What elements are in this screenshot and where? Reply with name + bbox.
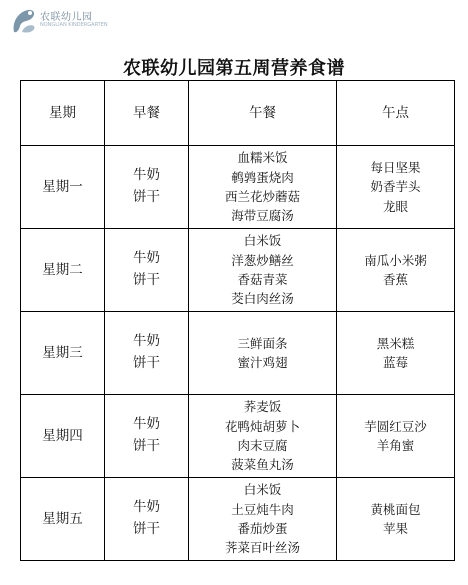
page-title: 农联幼儿园第五周营养食谱 [123,58,345,79]
breakfast-item: 牛奶 [133,250,160,267]
lunch-item: 蜜汁鸡翅 [237,355,288,370]
header-breakfast: 早餐 [105,81,189,146]
lunch-item: 海带豆腐汤 [231,208,294,224]
table-row [21,146,455,229]
breakfast-item: 牛奶 [133,333,160,350]
day-cell: 星期五 [21,478,105,561]
snack-item: 龙眼 [382,198,408,214]
day-cell: 星期三 [21,312,105,395]
lunch-item: 肉末豆腐 [237,438,288,453]
lunch-item: 茭白肉丝汤 [231,291,294,307]
breakfast-cell [105,312,189,395]
lunch-item: 西兰花炒蘑菇 [224,189,300,204]
lunch-item: 荞麦饭 [243,399,282,415]
table-body [21,146,455,561]
snack-item: 黑米糕 [376,335,415,351]
header-snack: 午点 [337,81,455,146]
snack-item: 苹果 [382,521,408,536]
lunch-item: 白米饭 [243,482,282,498]
day-cell: 星期二 [21,229,105,312]
lunch-item: 白米饭 [243,233,282,249]
lunch-cell [189,229,337,312]
lunch-item: 血糯米饭 [237,150,288,166]
lunch-item: 土豆炖牛肉 [231,501,294,517]
lunch-item: 三鲜面条 [237,335,288,351]
snack-item: 羊角蜜 [376,438,415,453]
table-row [21,229,455,312]
breakfast-item: 饼干 [133,521,160,537]
breakfast-item: 饼干 [133,355,160,371]
breakfast-item: 饼干 [133,272,160,288]
lunch-cell [189,312,337,395]
lunch-item: 洋葱炒鳝丝 [231,252,294,268]
lunch-item: 荠菜百叶丝汤 [224,540,300,556]
snack-item: 南瓜小米粥 [364,252,427,268]
snack-item: 奶香芋头 [370,179,421,195]
table-row [21,312,455,395]
snack-cell [337,146,455,229]
header-lunch: 午餐 [189,81,337,146]
lunch-item: 鹌鹑蛋烧肉 [231,169,294,185]
breakfast-item: 牛奶 [133,416,160,433]
kindergarten-logo [10,6,108,36]
snack-cell [337,395,455,478]
day-cell: 星期一 [21,146,105,229]
breakfast-item: 牛奶 [133,499,160,516]
snack-item: 香蕉 [382,272,408,287]
lunch-cell [189,478,337,561]
lunch-item: 菠菜鱼丸汤 [231,457,294,473]
snack-item: 黄桃面包 [370,501,421,517]
breakfast-item: 牛奶 [133,167,160,184]
day-cell: 星期四 [21,395,105,478]
lunch-item: 香菇青菜 [237,272,288,287]
lunch-cell [189,146,337,229]
lunch-cell [189,395,337,478]
snack-cell [337,312,455,395]
breakfast-item: 饼干 [133,189,160,205]
breakfast-cell [105,395,189,478]
snack-item: 芋圆红豆沙 [364,418,427,434]
breakfast-cell [105,146,189,229]
weekly-menu-table [20,80,455,561]
breakfast-cell [105,229,189,312]
logo-subtitle: NONGLIAN KINDERGARTEN [40,22,108,28]
logo-emblem-icon [10,6,38,36]
breakfast-cell [105,478,189,561]
table-header-row [21,81,455,146]
snack-cell [337,229,455,312]
logo-name: 农联幼儿园 [40,12,93,23]
lunch-item: 花鸭炖胡萝卜 [224,418,300,434]
snack-item: 蓝莓 [382,355,408,370]
snack-cell [337,478,455,561]
table-row [21,395,455,478]
snack-item: 每日坚果 [370,159,421,175]
breakfast-item: 饼干 [133,438,160,454]
lunch-item: 番茄炒蛋 [237,521,288,536]
header-day: 星期 [21,81,105,146]
table-row [21,478,455,561]
